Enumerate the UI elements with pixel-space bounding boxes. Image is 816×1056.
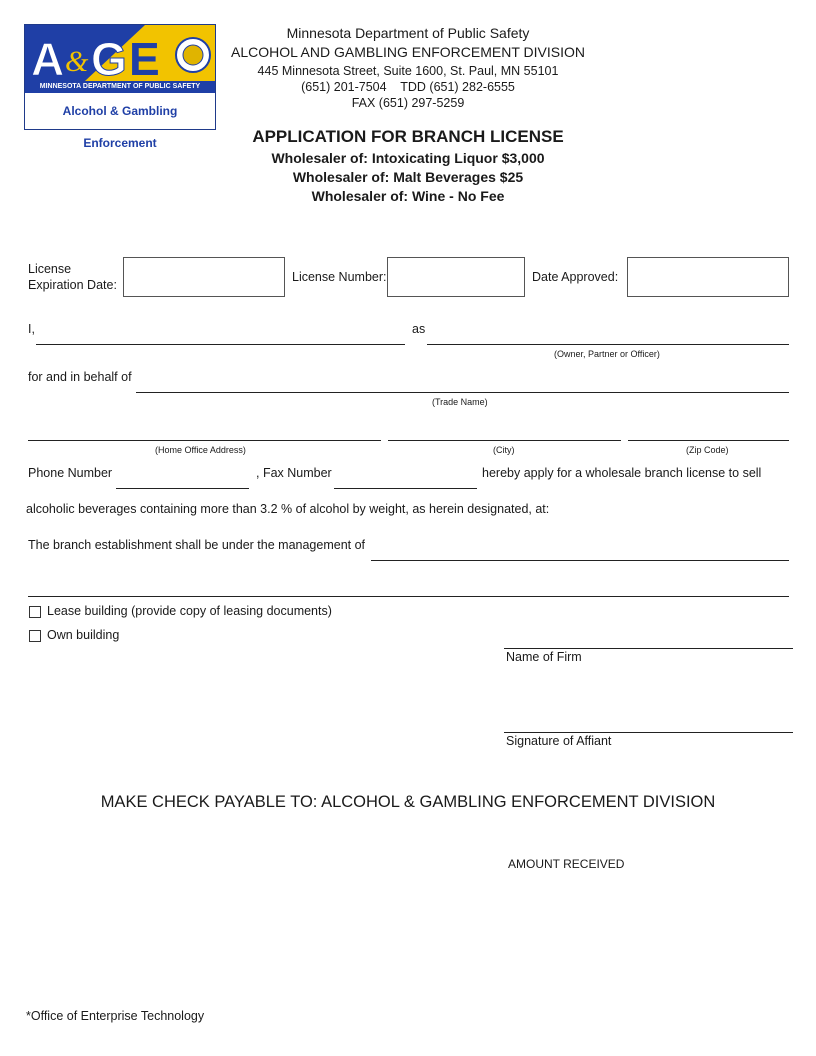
division-name: ALCOHOL AND GAMBLING ENFORCEMENT DIVISION bbox=[231, 44, 585, 60]
signature-label: Signature of Affiant bbox=[506, 734, 612, 748]
phone-label: Phone Number bbox=[28, 466, 113, 480]
applicant-name-line[interactable] bbox=[36, 344, 405, 345]
license-number-field[interactable] bbox=[387, 257, 525, 297]
fee-line-wine: Wholesaler of: Wine - No Fee bbox=[311, 188, 505, 204]
lease-checkbox[interactable] bbox=[29, 606, 41, 618]
logo-strip-text: MINNESOTA DEPARTMENT OF PUBLIC SAFETY bbox=[39, 83, 201, 90]
footer-note: *Office of Enterprise Technology bbox=[26, 1009, 205, 1023]
phone-line: (651) 201-7504 TDD (651) 282-6555 bbox=[301, 80, 515, 94]
logo-name: Alcohol & Gambling Enforcement bbox=[62, 104, 178, 150]
payable-instruction: MAKE CHECK PAYABLE TO: ALCOHOL & GAMBLING ENFORCEMENT DIVISION bbox=[100, 793, 716, 811]
fax-label: , Fax Number bbox=[256, 466, 332, 480]
date-approved-field[interactable] bbox=[627, 257, 789, 297]
behalf-label: for and in behalf of bbox=[28, 370, 132, 384]
city-line[interactable] bbox=[388, 440, 621, 441]
apply-text: hereby apply for a wholesale branch license to sell bbox=[482, 466, 762, 480]
svg-text:G: G bbox=[91, 33, 127, 85]
manager-line-2[interactable] bbox=[28, 596, 789, 597]
zip-line[interactable] bbox=[628, 440, 789, 441]
trade-name-line[interactable] bbox=[136, 392, 789, 393]
own-label: Own building bbox=[47, 628, 120, 642]
lease-label: Lease building (provide copy of leasing documents) bbox=[47, 604, 332, 618]
license-number-label: License Number: bbox=[292, 270, 387, 284]
form-title: APPLICATION FOR BRANCH LICENSE bbox=[252, 127, 564, 146]
home-address-line[interactable] bbox=[28, 440, 381, 441]
fee-line-malt: Wholesaler of: Malt Beverages $25 bbox=[292, 169, 524, 185]
firm-name-line[interactable] bbox=[504, 648, 793, 649]
zip-caption: (Zip Code) bbox=[686, 445, 729, 455]
signature-line[interactable] bbox=[504, 732, 793, 733]
age-logo bbox=[24, 24, 216, 150]
expiration-date-field[interactable] bbox=[123, 257, 285, 297]
date-approved-label: Date Approved: bbox=[532, 270, 619, 284]
trade-name-caption: (Trade Name) bbox=[432, 397, 488, 407]
owner-caption: (Owner, Partner or Officer) bbox=[554, 349, 660, 359]
own-checkbox[interactable] bbox=[29, 630, 41, 642]
as-label: as bbox=[412, 322, 426, 336]
fax-line-field[interactable] bbox=[334, 488, 477, 489]
home-address-caption: (Home Office Address) bbox=[155, 445, 246, 455]
expiration-label-1: License bbox=[28, 262, 72, 276]
firm-name-label: Name of Firm bbox=[506, 650, 582, 664]
title-line[interactable] bbox=[427, 344, 789, 345]
svg-text:A: A bbox=[31, 33, 65, 85]
amount-received-label: AMOUNT RECEIVED bbox=[508, 857, 625, 871]
beverages-text: alcoholic beverages containing more than 3.2 % of alcohol by weight, as herein designated, at: bbox=[26, 502, 550, 516]
expiration-label-2: Expiration Date: bbox=[28, 278, 117, 292]
i-label: I, bbox=[28, 322, 35, 336]
svg-text:E: E bbox=[129, 33, 160, 85]
management-text: The branch establishment shall be under the management of bbox=[28, 538, 366, 552]
manager-line[interactable] bbox=[371, 560, 789, 561]
city-caption: (City) bbox=[493, 445, 515, 455]
fax-line: FAX (651) 297-5259 bbox=[351, 96, 465, 110]
fee-line-liquor: Wholesaler of: Intoxicating Liquor $3,000 bbox=[271, 150, 545, 166]
phone-line-field[interactable] bbox=[116, 488, 249, 489]
agency-name: Minnesota Department of Public Safety bbox=[286, 25, 530, 41]
svg-text:&: & bbox=[65, 45, 89, 78]
address: 445 Minnesota Street, Suite 1600, St. Paul, MN 55101 bbox=[257, 64, 559, 78]
